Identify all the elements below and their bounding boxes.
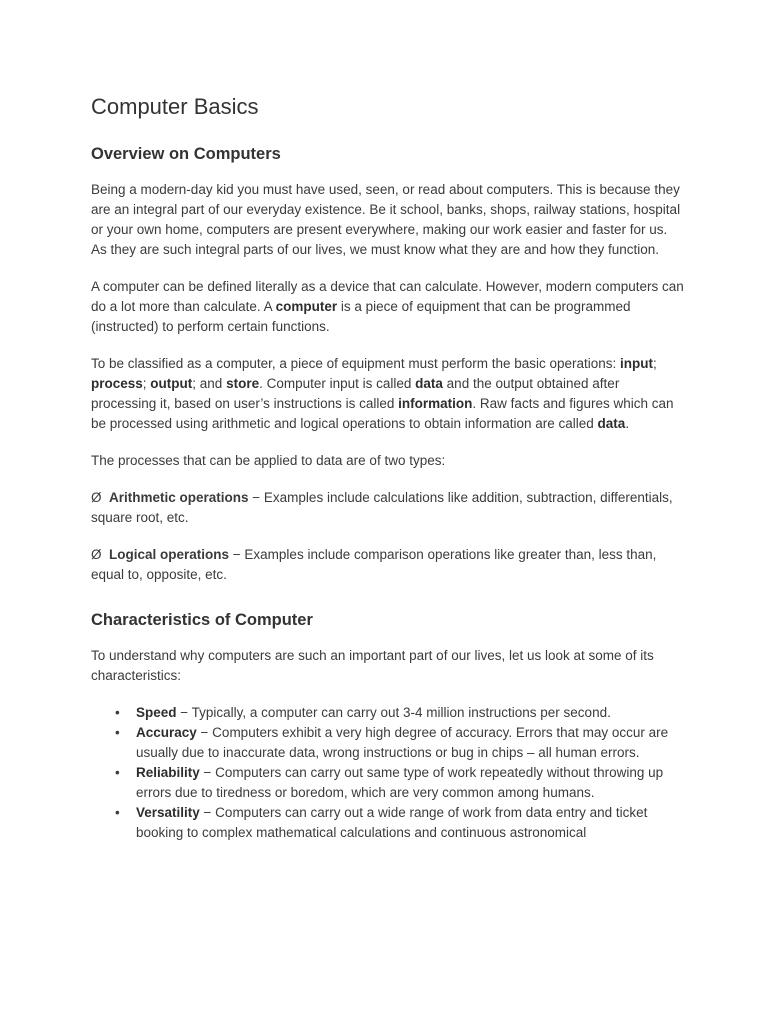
list-item xyxy=(91,703,684,723)
list-item xyxy=(91,723,684,763)
text-run: To be classified as a computer, a piece of equipment must perform the basic operations: xyxy=(91,356,621,371)
text-run: ; xyxy=(653,356,657,371)
bullet-dot-icon: • xyxy=(115,705,120,720)
characteristic-name: Versatility xyxy=(136,805,200,820)
bold-term-store: store xyxy=(226,376,260,391)
characteristic-description: − Computers can carry out a wide range of work from data entry and ticket booking to complex mathematical calculations and continuous astronomical xyxy=(136,805,648,840)
bold-term-computer: computer xyxy=(275,299,338,314)
text-run: . xyxy=(625,416,630,431)
characteristic-description: − Typically, a computer can carry out 3-4 million instructions per second. xyxy=(176,705,611,720)
operation-item-logical xyxy=(91,545,684,585)
overview-paragraph-3 xyxy=(91,354,684,434)
list-item xyxy=(91,763,684,803)
overview-paragraph-2 xyxy=(91,277,684,337)
arrow-bullet-icon: Ø xyxy=(91,547,102,562)
characteristics-intro: To understand why computers are such an important part of our lives, let us look at some of its characteristics: xyxy=(91,648,654,683)
text-run: and the output obtained after processing it, based on user’s instructions is called xyxy=(91,376,620,411)
operation-description: − Examples include calculations like addition, subtraction, differentials, square root, etc. xyxy=(91,490,673,525)
characteristic-name: Speed xyxy=(136,705,177,720)
characteristic-description: − Computers exhibit a very high degree of accuracy. Errors that may occur are usually due to inaccurate data, wrong instructions or bug in chips – all human errors. xyxy=(136,725,669,760)
bold-term-input: input xyxy=(620,356,654,371)
overview-paragraph-1: Being a modern-day kid you must have used, seen, or read about computers. This is because they are an integral part of our everyday existence. Be it school, banks, shops, railway stations, hospital or your own home, computers are present everywhere, making our work easier and faster for us. As they are such integral parts of our lives, we must know what they are and how they function. xyxy=(91,182,681,257)
text-run: ; and xyxy=(192,376,227,391)
list-item xyxy=(91,803,684,843)
bold-term-information: information xyxy=(398,396,473,411)
section-heading-characteristics: Characteristics of Computer xyxy=(91,611,313,629)
bullet-dot-icon: • xyxy=(115,805,120,820)
text-run: . Raw facts and figures which can be processed using arithmetic and logical operations to obtain information are called xyxy=(91,396,674,431)
section-heading-overview: Overview on Computers xyxy=(91,145,281,163)
page-title: Computer Basics xyxy=(91,94,259,119)
bold-term-output: output xyxy=(150,376,193,391)
characteristic-name: Accuracy xyxy=(136,725,197,740)
characteristics-list xyxy=(91,703,684,843)
text-run: ; xyxy=(142,376,151,391)
text-run: A computer can be defined literally as a device that can calculate. However, modern computers can do a lot more than calculate. A xyxy=(91,279,684,314)
text-run: . Computer input is called xyxy=(259,376,416,391)
bold-term-data: data xyxy=(597,416,626,431)
characteristic-name: Reliability xyxy=(136,765,200,780)
bold-term-data: data xyxy=(415,376,443,391)
text-run: is a piece of equipment that can be programmed (instructed) to perform certain functions. xyxy=(91,299,631,334)
operation-description: − Examples include comparison operations like greater than, less than, equal to, opposite, etc. xyxy=(91,547,657,582)
characteristic-description: − Computers can carry out same type of work repeatedly without throwing up errors due to tiredness or boredom, which are very common among humans. xyxy=(136,765,664,800)
operation-name: Logical operations xyxy=(109,547,230,562)
bullet-dot-icon: • xyxy=(115,725,120,740)
arrow-bullet-icon: Ø xyxy=(91,490,102,505)
bullet-dot-icon: • xyxy=(115,765,120,780)
operation-name: Arithmetic operations xyxy=(109,490,249,505)
bold-term-process: process xyxy=(91,376,143,391)
operation-item-arithmetic xyxy=(91,488,684,528)
overview-paragraph-4: The processes that can be applied to data are of two types: xyxy=(91,453,446,468)
